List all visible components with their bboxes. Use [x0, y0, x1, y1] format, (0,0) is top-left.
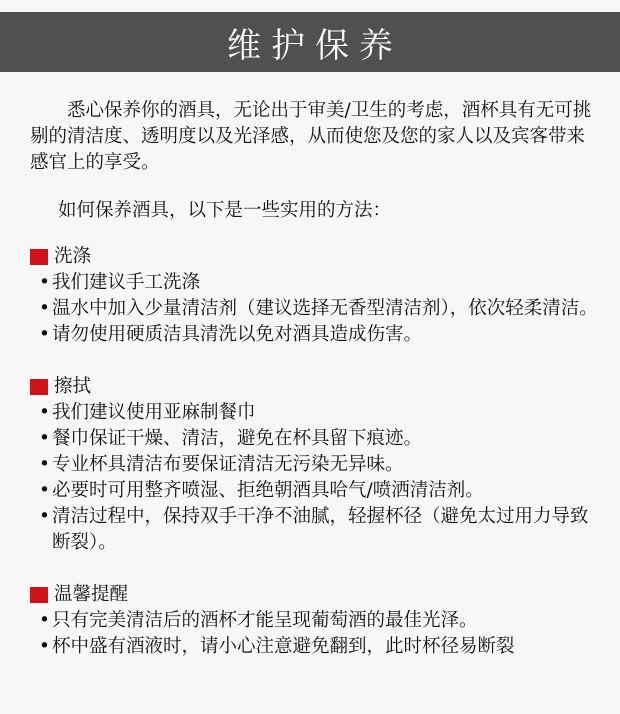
header-bar: [0, 12, 620, 72]
sections-container: [30, 244, 600, 660]
list-item: [30, 400, 600, 426]
bullet-list: [30, 608, 600, 660]
bullet-icon: •: [39, 480, 50, 501]
section-title: 洗涤: [54, 246, 92, 267]
list-item: [30, 322, 600, 348]
section-heading: [30, 582, 600, 608]
bullet-icon: •: [39, 324, 50, 345]
page-title: 维护保养: [227, 25, 403, 66]
bullet-icon: •: [39, 454, 50, 475]
bullet-list: [30, 270, 600, 348]
list-item: [30, 478, 600, 504]
section-heading: [30, 374, 600, 400]
bullet-icon: •: [39, 610, 50, 631]
bullet-icon: •: [39, 506, 50, 527]
section-3: [30, 582, 600, 660]
section-title: 温馨提醒: [54, 584, 129, 605]
list-item-text: 必要时可用整齐喷湿、拒绝朝酒具哈气/喷洒清洁剂。: [52, 480, 484, 501]
list-item-text: 请勿使用硬质洁具清洗以免对酒具造成伤害。: [52, 324, 423, 345]
bullet-icon: •: [39, 428, 50, 449]
list-item-text: 我们建议手工洗涤: [52, 272, 201, 293]
red-square-icon: [30, 249, 48, 265]
list-item: [30, 504, 600, 556]
list-item: [30, 452, 600, 478]
list-item: [30, 296, 600, 322]
list-item-text: 我们建议使用亚麻制餐巾: [52, 402, 256, 423]
red-square-icon: [30, 587, 48, 603]
list-item: [30, 608, 600, 634]
bullet-icon: •: [39, 402, 50, 423]
section-heading: [30, 244, 600, 270]
bullet-icon: •: [39, 636, 50, 657]
list-item: [30, 426, 600, 452]
intro-paragraph: 悉心保养你的酒具，无论出于审美/卫生的考虑，酒杯具有无可挑剔的清洁度、透明度以及光泽感，从而使您及您的家人以及宾客带来感官上的享受。: [30, 100, 592, 173]
list-item-text: 餐巾保证干燥、清洁，避免在杯具留下痕迹。: [52, 428, 423, 449]
list-item: [30, 270, 600, 296]
section-2: [30, 374, 600, 556]
list-item-text: 杯中盛有酒液时，请小心注意避免翻到，此时杯径易断裂: [52, 636, 515, 657]
section-title: 擦拭: [54, 376, 92, 397]
list-item-text: 专业杯具清洁布要保证清洁无污染无异味。: [52, 454, 404, 475]
bullet-list: [30, 400, 600, 556]
bullet-icon: •: [39, 272, 50, 293]
bullet-icon: •: [39, 298, 50, 319]
list-item-text: 温水中加入少量清洁剂（建议选择无香型清洁剂），依次轻柔清洁。: [52, 298, 598, 319]
list-item-text: 清洁过程中，保持双手干净不油腻，轻握杯径（避免太过用力导致断裂）。: [52, 506, 589, 553]
intro-methods-line: 如何保养酒具，以下是一些实用的方法：: [58, 200, 392, 221]
content-body: [30, 98, 600, 660]
section-1: [30, 244, 600, 348]
red-square-icon: [30, 379, 48, 395]
list-item: [30, 634, 600, 660]
list-item-text: 只有完美清洁后的酒杯才能呈现葡萄酒的最佳光泽。: [52, 610, 478, 631]
